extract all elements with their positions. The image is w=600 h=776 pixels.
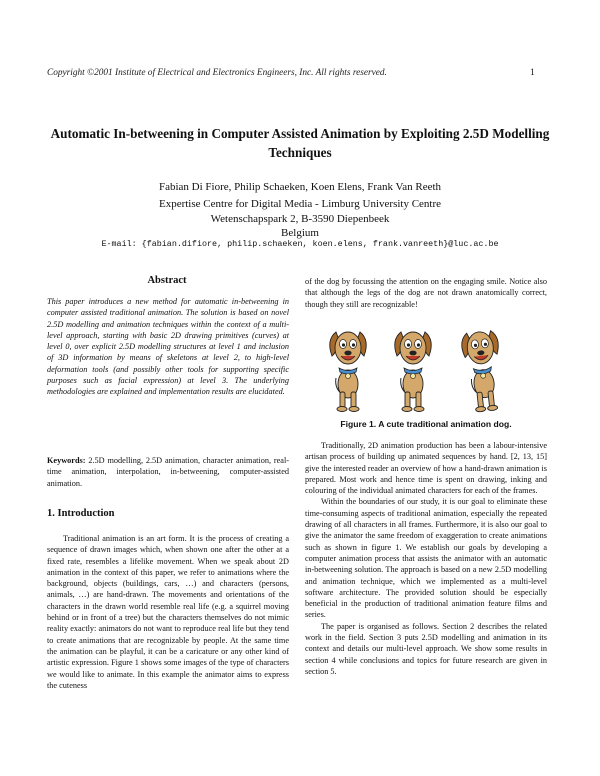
- affiliation: [40, 197, 560, 241]
- abstract-text: This paper introduces a new method for automatic in-betweening in computer assisted traditional animation. The solution is based on novel 2.5D modelling and animation techniques within the context of a multi-level approach, starting with basic 2D drawing primitives (curves) at level 0, over explicit 2.5D modelling structures at level 1 and inclusion of 3D information by means of skeletons at level 2, to high-level deformation tools (and possibly other tools for supporting specific purposes such as facial expression) at level 3. The underlying methodologies are explained and implementation results are elucidated.: [47, 297, 289, 397]
- copyright-notice: Copyright ©2001 Institute of Electrical and Electronics Engineers, Inc. All rights reserved.: [47, 68, 387, 78]
- body-paragraph: Traditionally, 2D animation production has been a labour-intensive artisan process of building up animated sequences by hand. [2, 13, 15] give the interested reader an overview of how a hand-drawn animation is prepared. Most work and hence time is spent on drawing, inking and colouring of the individual animated characters for each of the frames.: [305, 441, 547, 496]
- affiliation-line: Wetenschapspark 2, B-3590 Diepenbeek: [210, 212, 390, 225]
- page-number: 1: [530, 68, 535, 78]
- affiliation-line: Expertise Centre for Digital Media - Limburg University Centre: [158, 198, 442, 210]
- intro-paragraph: Traditional animation is an art form. It is the process of creating a sequence of drawn images which, when shown one after the other at a fixed rate, resembles a lifelike movement. When we speak about 2D animation in the context of this paper, we refer to animations where the background, objects (buildings, cars, …) and characters (persons, animals, …) are hand-drawn. The movements and orientations of the characters in the drawn world resemble real life (e.g. a squirrel moving behind or in front of a tree) but the characters themselves do not mimic reality exactly: animators do not want to reproduce real life but they tend to create animations that are recognizable by people. At the same time the animation can be playful, it can be a caricature or any other kind of artistic expression. Figure 1 shows some images of the type of characters we would like to animate. In this example the animator aims to express the cuteness: [47, 534, 289, 690]
- intro-continuation: [305, 276, 547, 310]
- affiliation-line: Belgium: [281, 227, 319, 239]
- introduction-body: [47, 533, 289, 691]
- dog-drawing: [330, 332, 367, 412]
- keywords: [47, 455, 289, 489]
- body-paragraph: Within the boundaries of our study, it is our goal to eliminate these time-consuming aspects of traditional animation, especially the repeated drawing of all characters in all frames. Furthermore, it is also our goal to give the animator the same freedom of exaggeration to create animations such as shown in figure 1. We establish our goals by developing a computer animation process that assists the animator with an automatic in-betweening solution. The approach is based on a new 2.5D modelling and animation technique, which we implemented as a multi-level software architecture. The provided solution should be especially beneficial in the production of traditional animation feature films and series.: [305, 497, 547, 620]
- keywords-label: Keywords:: [47, 456, 86, 465]
- abstract-heading: Abstract: [147, 275, 187, 286]
- body-paragraph: The paper is organised as follows. Section 2 describes the related work in the field. Section 3 puts 2.5D modelling and animation in its context and details our multi-level approach. We show some results in section 4 while conclusions and topics for future research are given in section 5.: [305, 621, 547, 676]
- figure-cartoon-dogs: [318, 322, 543, 414]
- dog-drawing: [460, 330, 505, 413]
- right-column-body: [305, 440, 547, 677]
- dog-drawing: [395, 332, 432, 412]
- intro-paragraph-continued: of the dog by focussing the attention on the engaging smile. Notice also that although the legs of the dog are not drawn anatomically correct, though they still are recognizable!: [305, 277, 547, 309]
- paper-authors: Fabian Di Fiore, Philip Schaeken, Koen Elens, Frank Van Reeth: [158, 181, 442, 193]
- paper-title: Automatic In-betweening in Computer Assisted Animation by Exploiting 2.5D Modelling Techniques: [50, 126, 550, 160]
- figure-caption: Figure 1. A cute traditional animation dog.: [340, 419, 512, 429]
- keywords-text: 2.5D modelling, 2.5D animation, character animation, real-time animation, interpolation, in-betweening, computer-assisted animation.: [47, 456, 290, 488]
- section-heading-introduction: 1. Introduction: [47, 508, 115, 519]
- author-email: E-mail: {fabian.difiore, philip.schaeken, koen.elens, frank.vanreeth}@luc.ac.be: [101, 239, 499, 249]
